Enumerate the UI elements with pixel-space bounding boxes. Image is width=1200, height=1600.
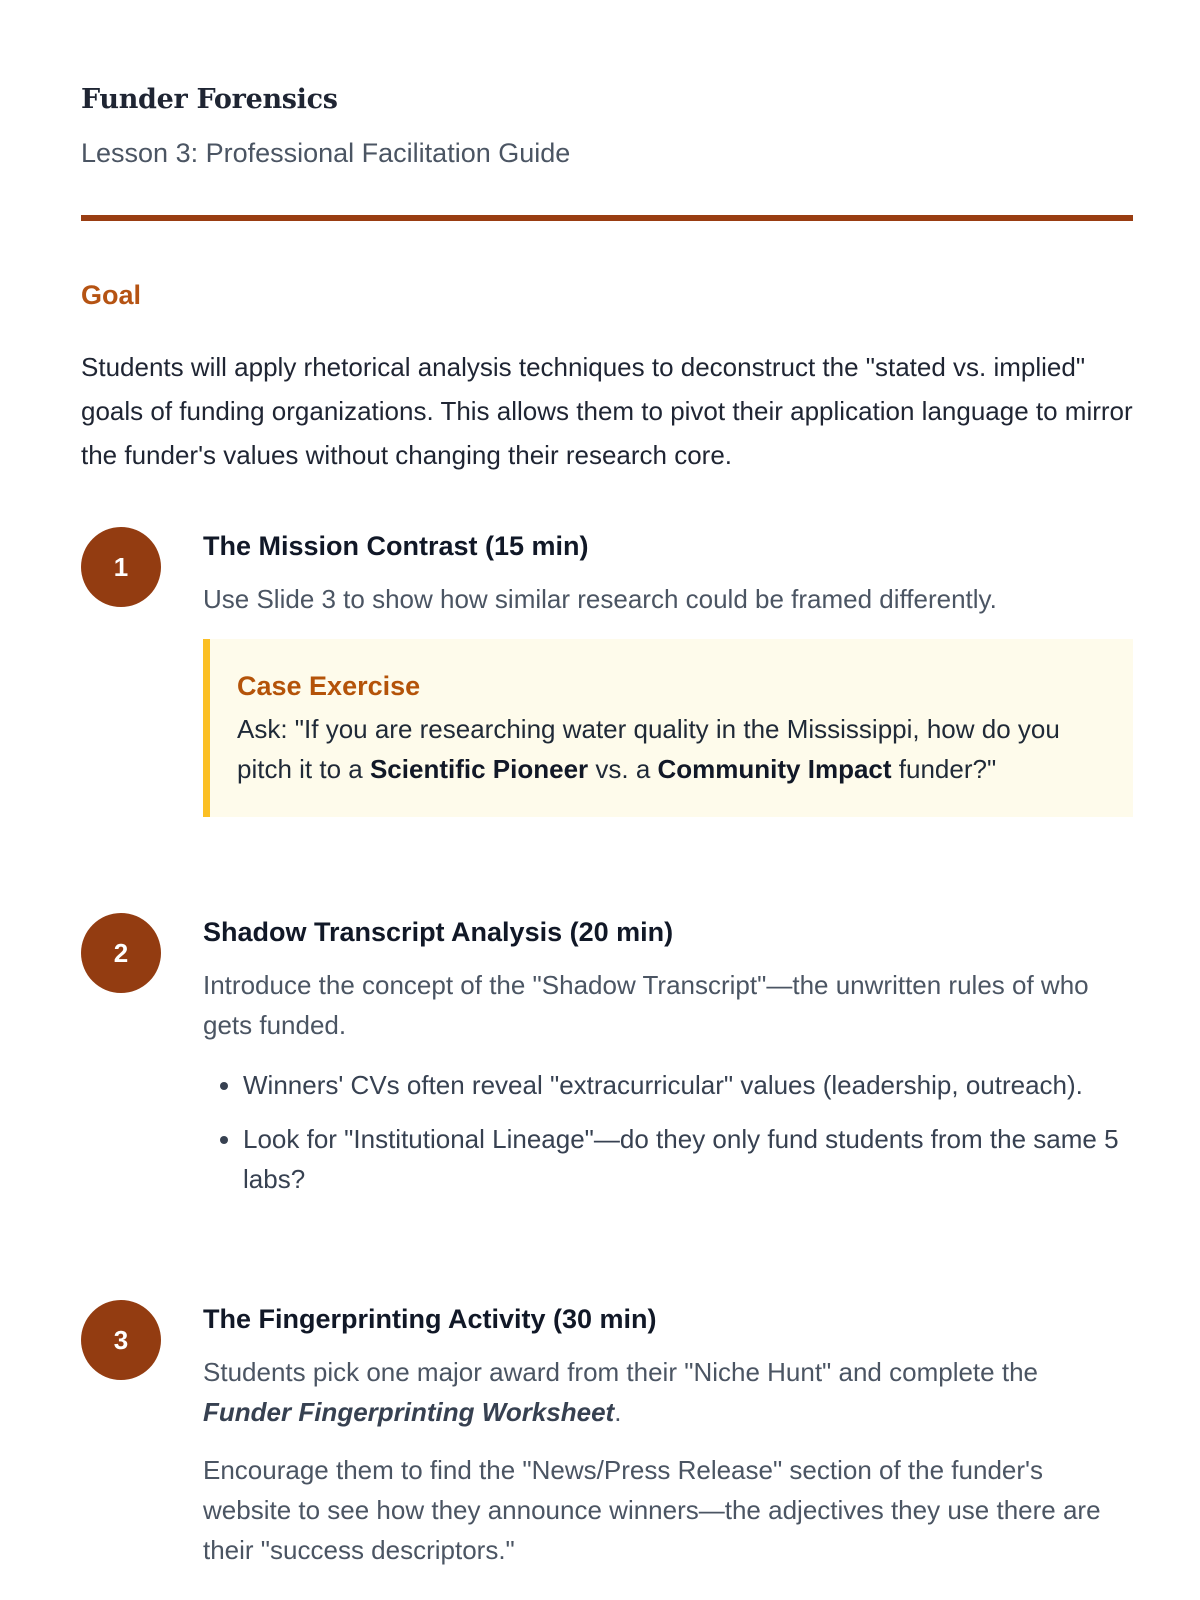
worksheet-title: Funder Fingerprinting Worksheet [203, 1397, 615, 1427]
step-1 [203, 527, 1133, 784]
callout-heading: Case Exercise [237, 671, 421, 701]
step-number-badge: 3 [81, 1300, 161, 1380]
header-divider [81, 215, 1133, 221]
step-number-badge: 1 [81, 527, 161, 607]
step-description: Use Slide 3 to show how similar research could be framed differently. [203, 584, 997, 614]
step-title: Shadow Transcript Analysis (20 min) [203, 917, 674, 947]
bullet-list [203, 1065, 1133, 1199]
step-title: The Mission Contrast (15 min) [203, 531, 589, 561]
step-3 [203, 1300, 1133, 1570]
step-description: Students pick one major award from their "Niche Hunt" and complete the Funder Fingerprinting Worksheet. [203, 1357, 1038, 1427]
callout-text: Ask: "If you are researching water quality in the Mississippi, how do you pitch it to a Scientific Pioneer vs. a Community Impact funder?" [237, 714, 1060, 784]
page-subtitle: Lesson 3: Professional Facilitation Guide [81, 138, 571, 168]
goal-heading: Goal [81, 280, 142, 310]
callout-bold-term: Community Impact [657, 754, 892, 784]
step-followup-text: Encourage them to find the "News/Press Release" section of the funder's website to see how they announce winners—the adjectives they use there are their "success descriptors." [203, 1455, 1101, 1565]
goal-text: Students will apply rhetorical analysis techniques to deconstruct the "stated vs. implied" goals of funding organizations. This allows them to pivot their application language to mirror the funder's values without changing their research core. [81, 352, 1133, 470]
case-exercise-callout [203, 639, 1133, 817]
step-description: Introduce the concept of the "Shadow Transcript"—the unwritten rules of who gets funded. [203, 970, 1089, 1040]
callout-bold-term: Scientific Pioneer [369, 754, 589, 784]
list-item: • Look for "Institutional Lineage"—do they only fund students from the same 5 labs? [243, 1119, 1133, 1199]
page-title: Funder Forensics [81, 84, 338, 115]
list-item: • Winners' CVs often reveal "extracurricular" values (leadership, outreach). [243, 1065, 1133, 1105]
step-2 [203, 913, 1133, 1213]
step-title: The Fingerprinting Activity (30 min) [203, 1304, 657, 1334]
step-number-badge: 2 [81, 913, 161, 993]
